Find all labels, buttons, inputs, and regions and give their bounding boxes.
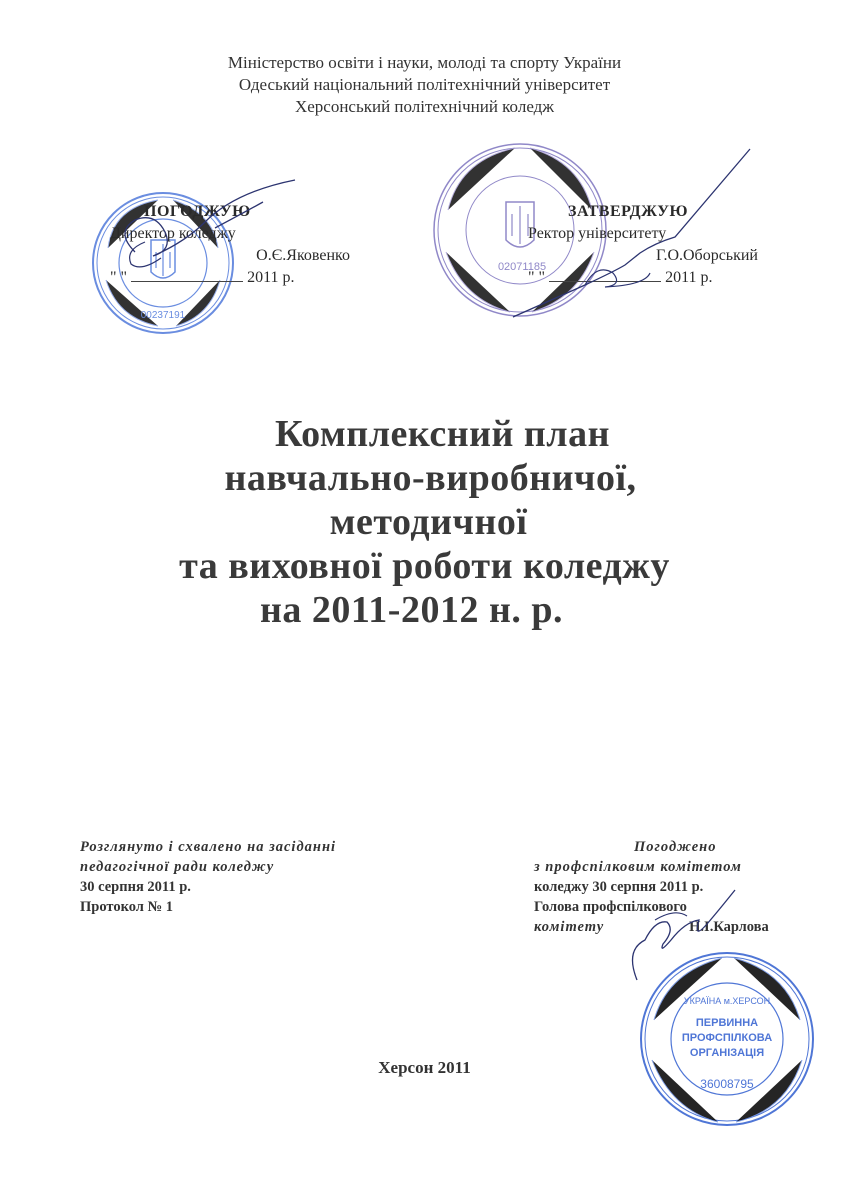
approval-left-title: ПОГОДЖУЮ [144,203,251,220]
title-line-4: та виховної роботи коледжу [179,545,670,587]
title-line-2: навчально-виробничої, [224,457,637,499]
approval-right-name: Г.О.Оборський [656,247,758,264]
union-signature [615,880,745,990]
union-name: Н.І.Карлова [689,919,769,935]
union-stamp-line-2: ПРОФСПІЛКОВА [681,1032,773,1044]
city-year: Херсон 2011 [378,1058,471,1077]
title-line-5: на 2011-2012 н. р. [260,589,563,631]
council-line-2: педагогічної ради коледжу [80,859,275,875]
document-header [0,52,849,118]
right-signature [505,145,765,325]
college-line: Херсонський політехнічний коледж [294,97,555,116]
title-line-3: методичної [329,501,528,543]
union-stamp-country: УКРАЇНА м.ХЕРСОН [683,996,771,1006]
left-signature [95,172,335,282]
union-stamp-line-1: ПЕРВИННА [695,1017,759,1029]
union-stamp-code: 36008795 [700,1077,754,1091]
university-line: Одеський національний політехнічний університет [238,75,611,94]
title-line-1: Комплексний план [274,413,610,455]
council-block [80,837,336,917]
union-line-5: комітету [534,919,605,935]
document-title [0,412,849,632]
left-stamp-code: 00237191 [140,310,186,321]
center-stamp-code: 02071185 [497,261,547,273]
council-protocol: Протокол № 1 [80,899,174,915]
union-date: коледжу 30 серпня 2011 р. [534,879,704,895]
approval-left-year: 2011 р. [247,269,295,286]
approval-right-quotes: " " [528,269,546,286]
union-line-4: Голова профспілкового [534,899,687,915]
approval-right-title: ЗАТВЕРДЖУЮ [568,203,689,220]
union-stamp-line-3: ОРГАНІЗАЦІЯ [689,1047,765,1059]
approval-left-role: Директор коледжу [110,225,236,242]
approval-left-name: О.Є.Яковенко [256,247,350,264]
approval-left-quotes: " " [110,269,128,286]
approval-right-year: 2011 р. [665,269,713,286]
union-line-2: з профспілковим комітетом [534,859,742,875]
council-line-1: Розглянуто і схвалено на засіданні [80,839,337,855]
union-line-1: Погоджено [634,839,717,855]
council-date: 30 серпня 2011 р. [80,879,191,895]
ministry-line: Міністерство освіти і науки, молоді та спорту України [227,53,622,72]
approval-right-role: Ректор університету [528,225,667,242]
